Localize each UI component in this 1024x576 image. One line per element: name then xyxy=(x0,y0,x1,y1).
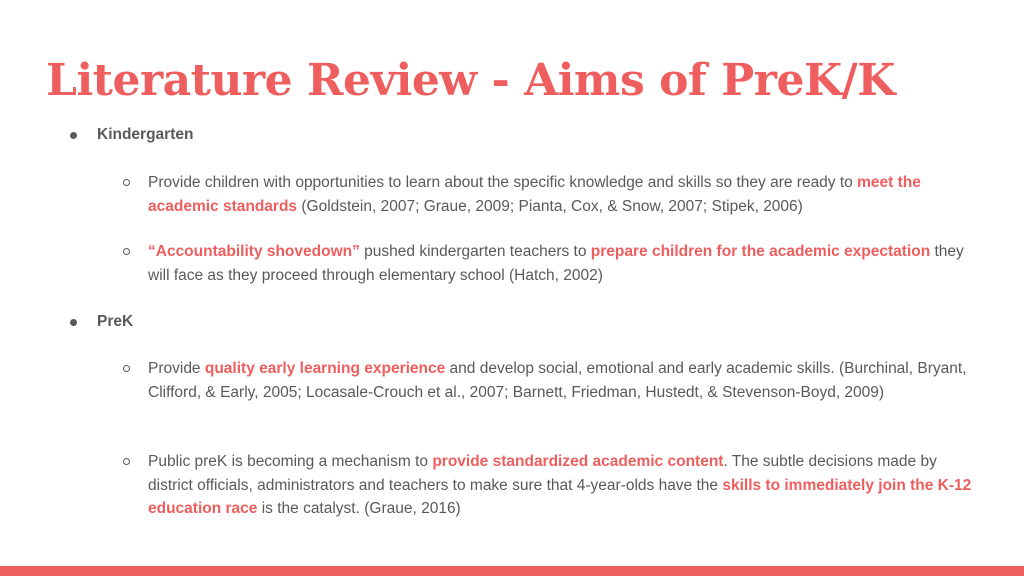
hollow-bullet-icon xyxy=(123,179,130,186)
sub-bullet-text xyxy=(148,357,983,404)
highlighted-phrase: “Accountability shovedown” xyxy=(148,243,360,260)
filled-bullet-icon xyxy=(70,319,77,326)
bullet-kindergarten xyxy=(70,126,193,144)
text-run: pushed kindergarten teachers to xyxy=(359,243,591,260)
highlighted-phrase: provide standardized academic content xyxy=(432,453,724,470)
section-heading: PreK xyxy=(97,313,134,330)
sub-bullet-item xyxy=(123,240,983,287)
text-run: (Goldstein, 2007; Graue, 2009; Pianta, Cox, & Snow, 2007; Stipek, 2006) xyxy=(297,197,803,215)
hollow-bullet-icon xyxy=(123,458,130,465)
text-run: Provide xyxy=(148,360,205,377)
hollow-bullet-icon xyxy=(123,248,130,255)
text-run: they will face as they proceed through elementary school (Hatch, 2002) xyxy=(148,243,964,284)
sub-bullet-item xyxy=(123,171,983,218)
text-run: . The subtle decisions made by district officials, administrators and teachers to make sure that 4-year-olds have the xyxy=(148,453,937,494)
hollow-bullet-icon xyxy=(123,365,130,372)
sub-bullet-item xyxy=(123,450,983,521)
highlighted-phrase: skills to immediately join the K-12 education race xyxy=(148,476,972,517)
sub-bullet-item xyxy=(123,357,983,404)
highlighted-phrase: quality early learning experience xyxy=(204,360,446,377)
highlighted-phrase: meet the academic standards xyxy=(148,174,921,215)
text-run: Provide children with opportunities to learn about the specific knowledge and skills so they are ready to xyxy=(148,174,858,191)
section-heading: Kindergarten xyxy=(97,126,194,143)
bottom-accent-bar xyxy=(0,566,1024,576)
highlighted-phrase: prepare children for the academic expectation xyxy=(590,243,931,260)
text-run: Public preK is becoming a mechanism to xyxy=(148,453,433,470)
filled-bullet-icon xyxy=(70,132,77,139)
sub-bullet-text xyxy=(148,171,983,218)
bullet-prek xyxy=(70,313,133,331)
sub-bullet-text xyxy=(148,240,983,287)
sub-bullet-text xyxy=(148,450,983,521)
text-run: is the catalyst. (Graue, 2016) xyxy=(257,500,461,517)
text-run: and develop social, emotional and early academic skills. (Burchinal, Bryant, Clifford, & Early, 2005; Locasale-Crouch et al., 2007; Barnett, Friedman, Hustedt, & Stevenson-Boyd, 2009) xyxy=(148,360,967,401)
slide-title: Literature Review - Aims of PreK/K xyxy=(46,55,895,106)
